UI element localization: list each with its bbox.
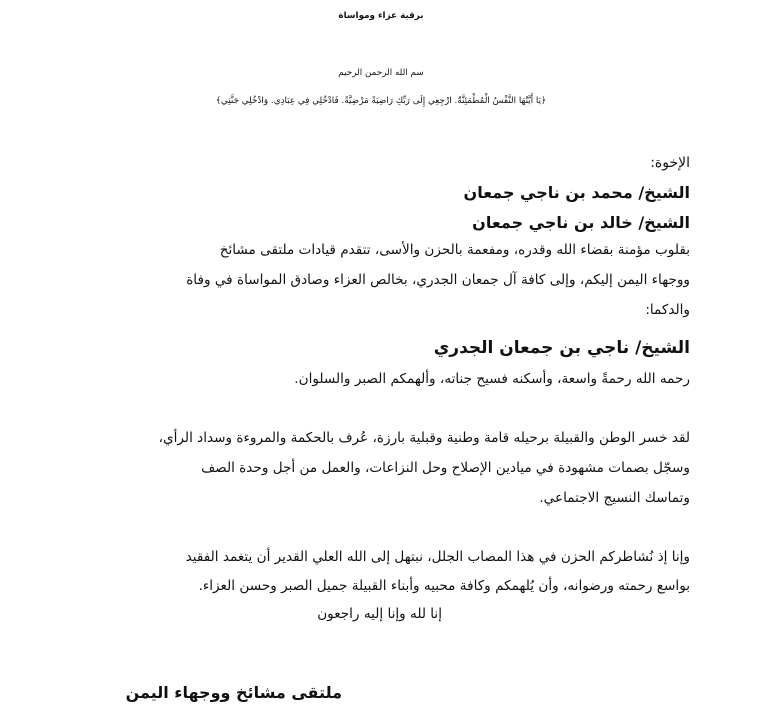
deceased-name: الشيخ/ ناجي بن جمعان الجدري	[433, 338, 690, 358]
paragraph-line: لقد خسر الوطن والقبيلة برحيله قامة وطنية وقبلية بارزة، عُرف بالحكمة والمروءة وسداد الرأي،	[158, 430, 690, 446]
addressee-label: الإخوة:	[650, 155, 690, 171]
paragraph-line: وإنا إذ نُشاطركم الحزن في هذا المصاب الجلل، نبتهل إلى الله العلي القدير أن يتغمد الفقيد	[185, 549, 690, 565]
signature: ملتقى مشائخ ووجهاء اليمن	[125, 683, 342, 702]
document-title: برقية عزاء ومواساة	[338, 11, 424, 21]
recipient-name: الشيخ/ خالد بن ناجي جمعان	[472, 213, 690, 232]
closing-phrase: إنا لله وإنا إليه راجعون	[317, 606, 442, 622]
paragraph-line: وتماسك النسيج الاجتماعي.	[539, 490, 690, 506]
paragraph-line: ووجهاء اليمن إليكم، وإلى كافة آل جمعان الجدري، بخالص العزاء وصادق المواساة في وفاة	[186, 272, 690, 288]
quran-verse: ﴿يَا أَيَّتُهَا النَّفْسُ الْمُطْمَئِنَّةُ. ارْجِعِي إِلَى رَبِّكِ رَاضِيَةً مَرْضِيَّةً. فَادْخُلِي فِي عِبَادِي. وَادْخُلِي جَنَّتِي﴾	[215, 96, 547, 106]
paragraph-line: والدكما:	[645, 302, 690, 318]
paragraph-line: بقلوب مؤمنة بقضاء الله وقدره، ومفعمة بالحزن والأسى، تتقدم قيادات ملتقى مشائخ	[219, 242, 690, 258]
recipient-name: الشيخ/ محمد بن ناجي جمعان	[463, 183, 690, 202]
prayer-line: رحمه الله رحمةً واسعة، وأسكنه فسيح جناته، وألهمكم الصبر والسلوان.	[294, 371, 690, 387]
paragraph-line: بواسع رحمته ورضوانه، وأن يُلهمكم وكافة محبيه وأبناء القبيلة جميل الصبر وحسن العزاء.	[198, 578, 690, 594]
basmala: سم الله الرحمن الرحيم	[338, 68, 424, 78]
paragraph-line: وسجّل بصمات مشهودة في ميادين الإصلاح وحل النزاعات، والعمل من أجل وحدة الصف	[201, 460, 690, 476]
